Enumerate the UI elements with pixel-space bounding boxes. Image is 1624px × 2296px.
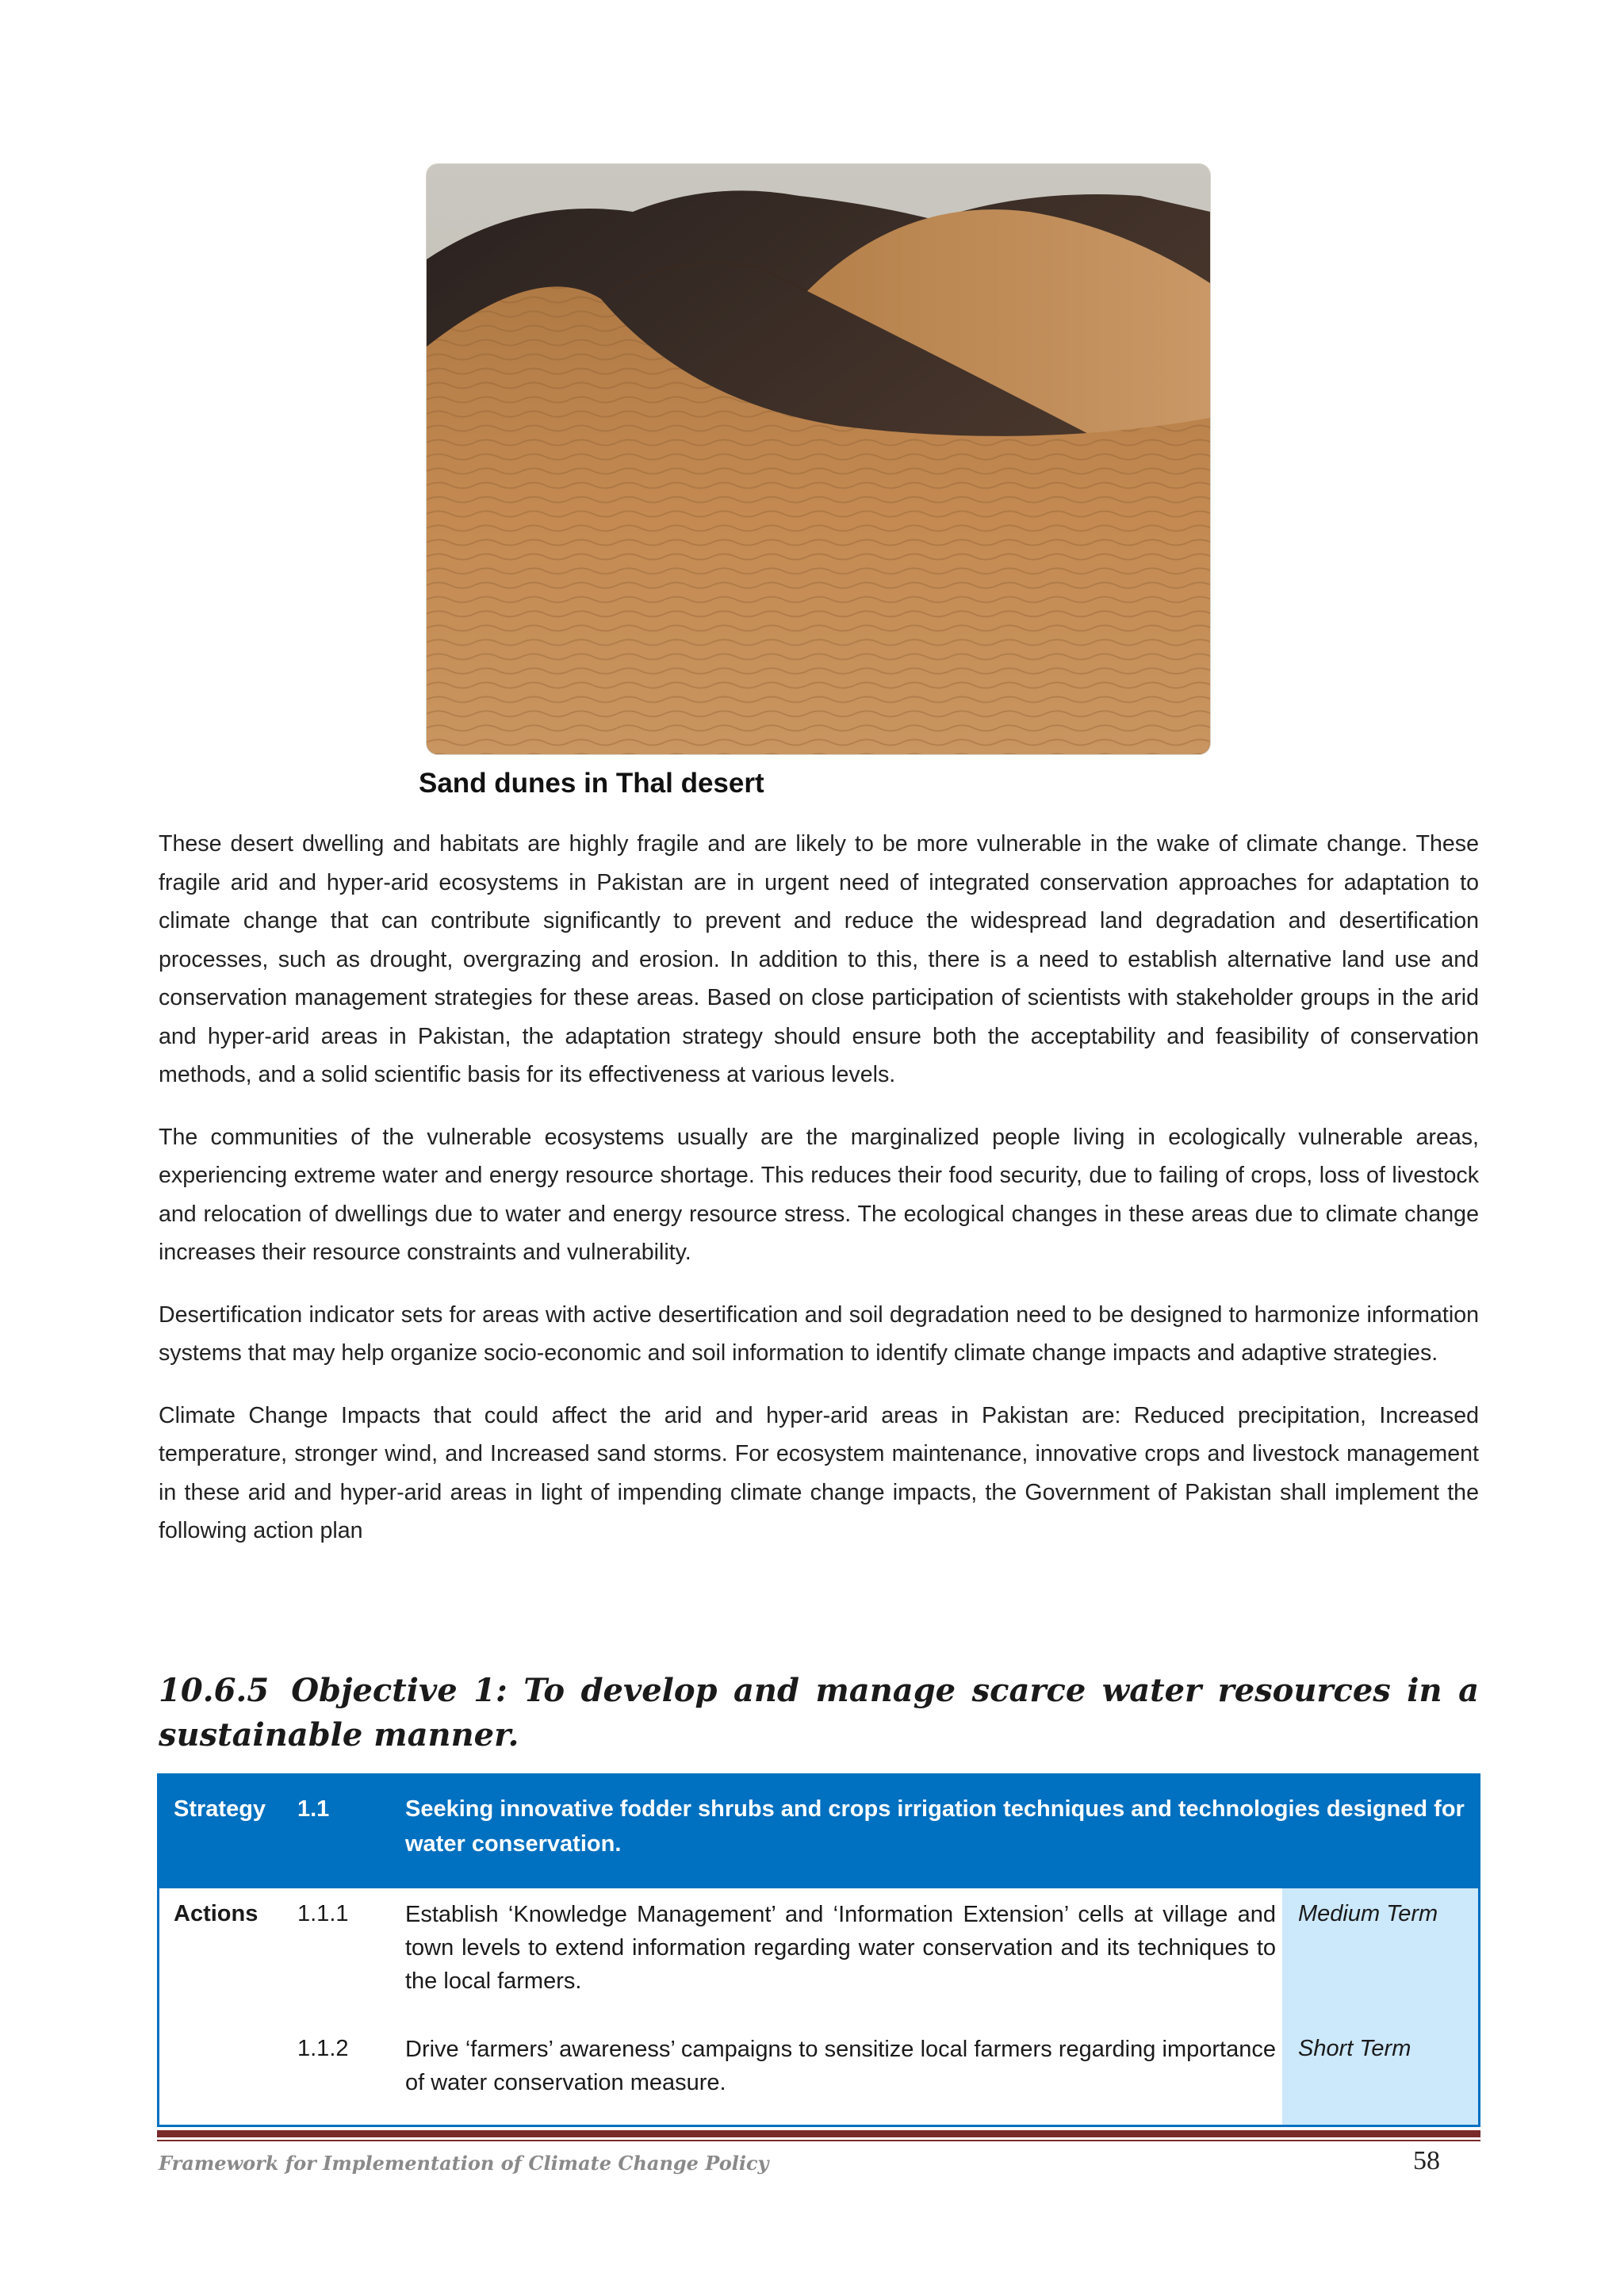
section-heading xyxy=(159,1669,1479,1757)
action-text: Drive ‘farmers’ awareness’ campaigns to sensitize local farmers regarding importance of water conservation measure. xyxy=(405,2037,1276,2095)
strategy-text: Seeking innovative fodder shrubs and crops irrigation techniques and technologies designed for water conservation. xyxy=(405,1796,1465,1857)
sand-dunes-photo xyxy=(427,164,1210,754)
action-number: 1.1.2 xyxy=(297,2036,349,2061)
strategy-label: Strategy xyxy=(174,1796,266,1822)
action-term: Short Term xyxy=(1298,2036,1411,2061)
paragraph: Desertification indicator sets for areas with active desertification and soil degradation need to be designed to harmonize information systems that may help organize socio-economic and soil information to identify climate change impacts and adaptive strategies. xyxy=(159,1301,1479,1366)
footer-title: Framework for Implementation of Climate Change Policy xyxy=(159,2152,769,2175)
section-title: Objective 1: To develop and manage scarce water resources in a sustainable manner. xyxy=(159,1672,1479,1754)
action-number: 1.1.1 xyxy=(297,1901,349,1926)
footer-rule-thin xyxy=(157,2140,1480,2141)
section-number: 10.6.5 xyxy=(159,1672,270,1709)
page-number: 58 xyxy=(1413,2146,1440,2175)
figure-caption: Sand dunes in Thal desert xyxy=(419,768,764,799)
action-text: Establish ‘Knowledge Management’ and ‘Information Extension’ cells at village and town levels to extend information regarding water conservation and its techniques to the local farmers. xyxy=(405,1902,1276,1994)
body-text xyxy=(159,825,1479,1574)
footer-rule xyxy=(157,2130,1480,2137)
actions-area xyxy=(159,1888,1478,2125)
paragraph: These desert dwelling and habitats are highly fragile and are likely to be more vulnerable in the wake of climate change. These fragile arid and hyper-arid ecosystems in Pakistan are in urgent need of integrated conservation approaches for adaptation to climate change that can contribute significantly to prevent and reduce the widespread land degradation and desertification processes, such as drought, overgrazing and erosion. In addition to this, there is a need to establish alternative land use and conservation management strategies for these areas. Based on close participation of scientists with stakeholder groups in the arid and hyper-arid areas in Pakistan, the adaptation strategy should ensure both the acceptability and feasibility of conservation methods, and a solid scientific basis for its effectiveness at various levels. xyxy=(159,831,1479,1087)
action-term: Medium Term xyxy=(1298,1901,1438,1926)
actions-label: Actions xyxy=(174,1901,259,1926)
strategy-header xyxy=(159,1776,1478,1888)
paragraph: The communities of the vulnerable ecosystems usually are the marginalized people living in ecologically vulnerable areas, experiencing extreme water and energy resource shortage. This reduces their food security, due to failing of crops, loss of livestock and relocation of dwellings due to water and energy resource stress. The ecological changes in these areas due to climate change increases their resource constraints and vulnerability. xyxy=(159,1124,1479,1265)
strategy-table xyxy=(157,1773,1480,2127)
paragraph: Climate Change Impacts that could affect the arid and hyper-arid areas in Pakistan are: Reduced precipitation, Increased temperature, stronger wind, and Increased sand storms. For ecosystem maintenance, innovative crops and livestock management in these arid and hyper-arid areas in light of impending climate change impacts, the Government of Pakistan shall implement the following action plan xyxy=(159,1402,1479,1543)
strategy-number: 1.1 xyxy=(297,1796,330,1822)
